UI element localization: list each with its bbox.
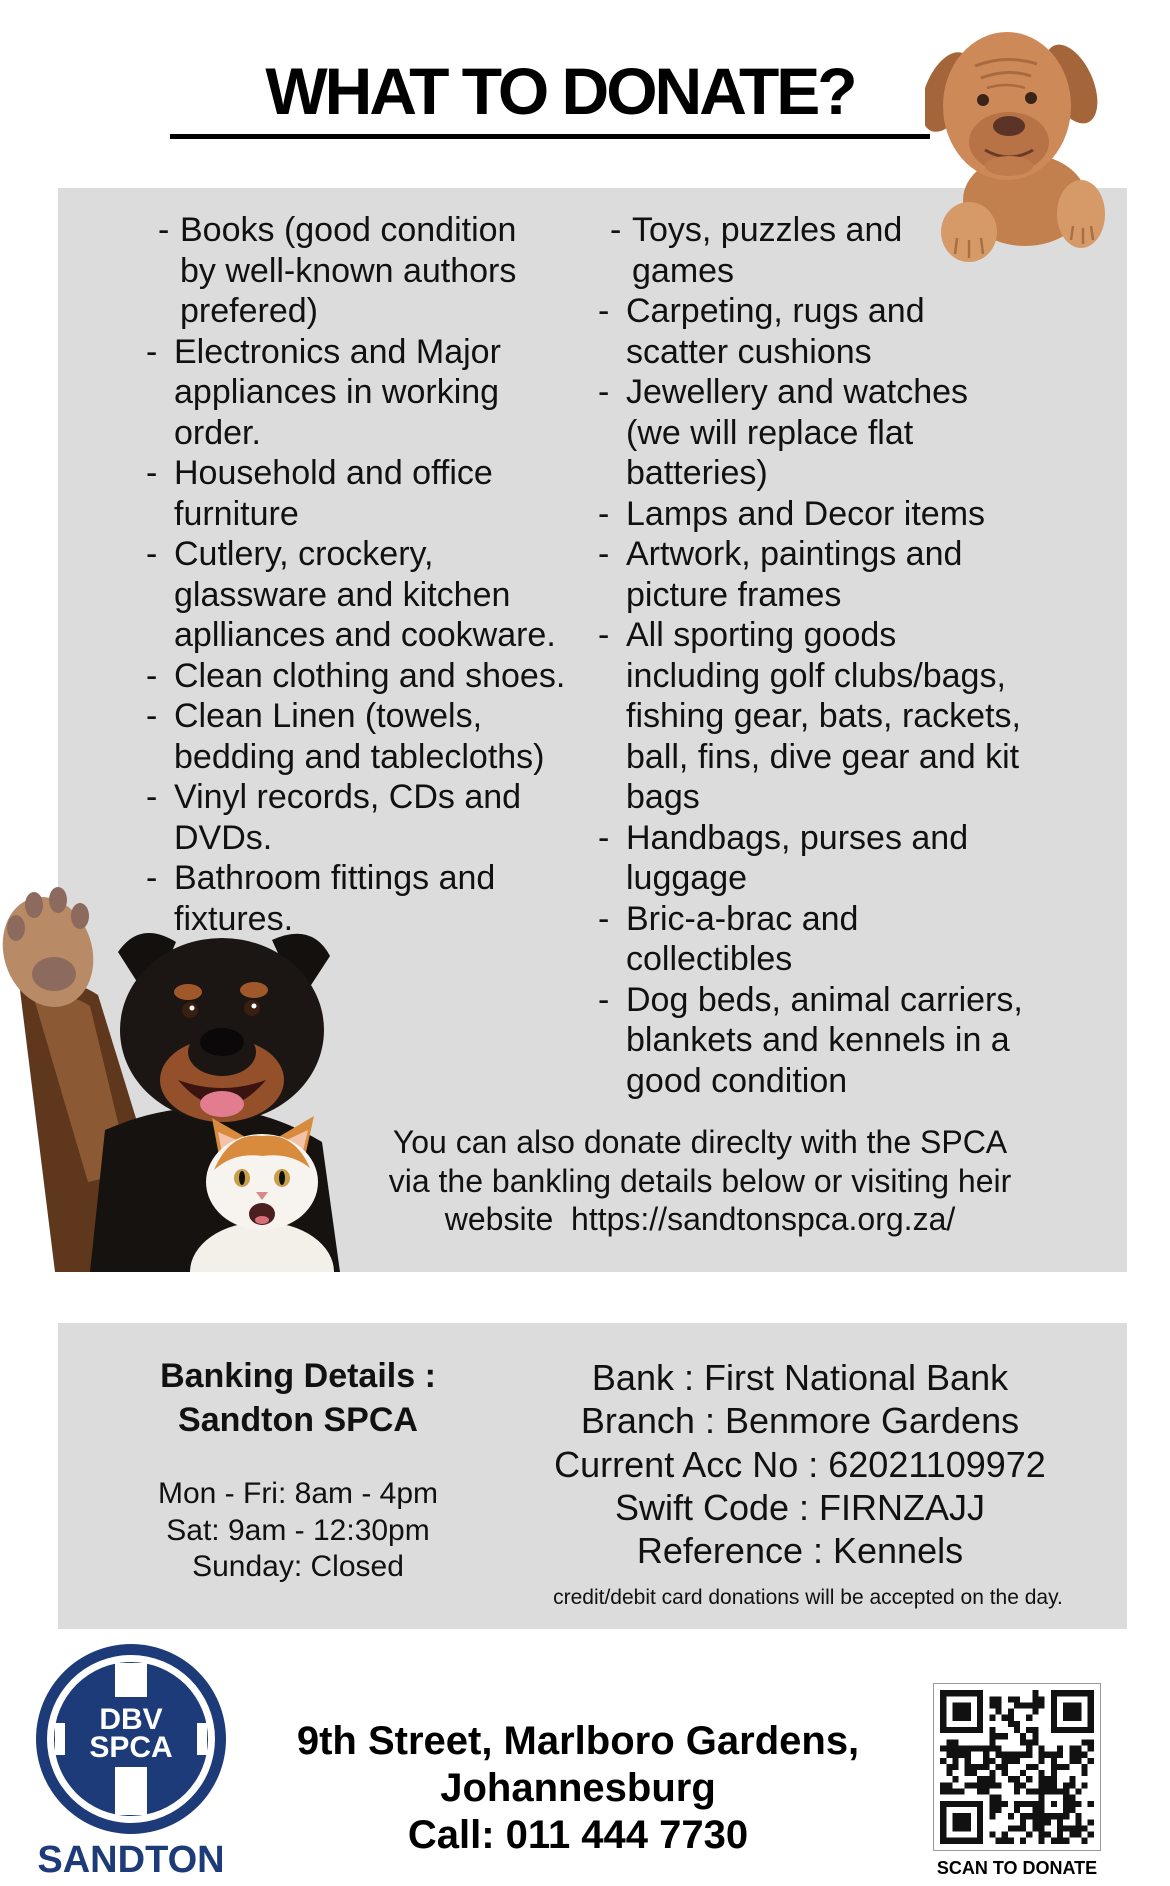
donation-item: [598, 494, 1098, 535]
donation-item-line: prefered): [180, 292, 318, 330]
donation-item-line: glassware and kitchen: [174, 575, 511, 614]
bank-detail-line: Reference : Kennels: [636, 1530, 964, 1572]
bank-detail-line: Swift Code : FIRNZAJJ: [614, 1486, 986, 1528]
donation-item-line: aplliances and cookware.: [174, 616, 556, 654]
donation-item-line: Dog beds, animal carriers,: [626, 980, 1023, 1019]
donation-item: [146, 777, 586, 858]
donation-list-right: [598, 210, 1098, 1101]
bullet-dash: -: [146, 697, 158, 735]
bank-detail-line: Branch : Benmore Gardens: [580, 1400, 1020, 1442]
bank-account-details: [520, 1356, 1080, 1572]
note-line: You can also donate direclty with the SPCA: [392, 1124, 1008, 1160]
donation-item-line: All sporting goods: [626, 616, 897, 654]
donation-item-line: bedding and tablecloths): [174, 737, 545, 776]
bullet-dash: -: [146, 656, 158, 695]
donation-item-line: Lamps and Decor items: [626, 494, 986, 533]
scan-to-donate-label: SCAN TO DONATE: [936, 1858, 1098, 1878]
page-title: WHAT TO DONATE?: [265, 54, 855, 128]
donation-item-line: picture frames: [626, 575, 842, 614]
puppy-photo: [925, 18, 1108, 262]
donation-item-line: games: [632, 251, 735, 290]
card-payment-note: credit/debit card donations will be accepted on the day.: [553, 1586, 1063, 1609]
donation-item-line: ball, fins, dive gear and kit: [626, 737, 1020, 776]
bullet-dash: -: [146, 332, 158, 371]
donation-item-line: bags: [626, 778, 700, 816]
donation-item-line: Handbags, purses and: [626, 818, 969, 857]
address-block: [278, 1718, 878, 1859]
donation-item-line: including golf clubs/bags,: [626, 656, 1006, 695]
opening-hours: [118, 1476, 478, 1586]
logo-text-spca: SPCA: [89, 1731, 173, 1764]
bullet-dash: -: [598, 616, 610, 654]
qr-code-icon: [934, 1684, 1100, 1850]
donation-item-line: Cutlery, crockery,: [174, 535, 434, 573]
direct-donation-note: [370, 1123, 1030, 1239]
logo-branch-name: SANDTON: [37, 1839, 225, 1881]
donation-item: [598, 291, 1098, 372]
banking-heading-line: Banking Details :: [160, 1357, 436, 1395]
donation-item-line: Bathroom fittings and: [174, 859, 496, 897]
donation-item-line: collectibles: [626, 940, 793, 978]
note-line: via the bankling details below or visiting heir: [388, 1162, 1012, 1199]
donation-item: [146, 453, 586, 534]
donation-item: [598, 899, 1098, 980]
donation-item-line: furniture: [174, 494, 299, 533]
donation-item: [598, 534, 1098, 615]
donation-item-line: (we will replace flat: [626, 413, 914, 452]
donation-item: [146, 332, 586, 454]
donation-item-line: fishing gear, bats, rackets,: [626, 697, 1021, 735]
donation-item: [146, 858, 586, 939]
hours-line: Mon - Fri: 8am - 4pm: [157, 1477, 439, 1510]
banking-heading: [118, 1354, 478, 1442]
address-line: Johannesburg: [440, 1766, 716, 1810]
donation-item: [598, 818, 1098, 899]
donation-item-line: Electronics and Major: [174, 332, 501, 371]
bullet-dash: -: [158, 211, 170, 249]
hours-line: Sat: 9am - 12:30pm: [166, 1513, 430, 1547]
donation-item-line: Toys, puzzles and: [632, 211, 903, 249]
donation-item-line: Jewellery and watches: [626, 373, 969, 411]
bullet-dash: -: [146, 454, 158, 492]
bullet-dash: -: [146, 778, 158, 816]
hours-line: Sunday: Closed: [192, 1550, 404, 1583]
donation-item-line: order.: [174, 413, 261, 452]
bullet-dash: -: [598, 535, 610, 573]
bullet-dash: -: [610, 211, 622, 249]
donation-item: [598, 980, 1098, 1102]
donation-item: [598, 372, 1098, 494]
donation-item-line: by well-known authors: [180, 251, 517, 290]
bullet-dash: -: [598, 373, 610, 411]
bullet-dash: -: [598, 818, 610, 857]
banking-heading-line: Sandton SPCA: [178, 1401, 418, 1439]
bullet-dash: -: [146, 535, 158, 573]
bullet-dash: -: [598, 899, 610, 938]
donation-item-line: Vinyl records, CDs and: [174, 778, 522, 816]
donation-item-line: Household and office: [174, 454, 493, 492]
donation-item-line: scatter cushions: [626, 332, 872, 371]
donation-item-line: Clean clothing and shoes.: [174, 656, 566, 695]
donation-item-line: appliances in working: [174, 373, 500, 411]
bullet-dash: -: [598, 980, 610, 1019]
dbv-spca-logo-icon: [35, 1643, 227, 1835]
donation-item-line: fixtures.: [174, 899, 294, 938]
note-line: website https://sandtonspca.org.za/: [444, 1201, 956, 1237]
donation-item-line: DVDs.: [174, 818, 273, 857]
address-line: 9th Street, Marlboro Gardens,: [296, 1719, 860, 1763]
donation-item-line: Books (good condition: [180, 211, 517, 249]
bank-detail-line: Bank : First National Bank: [591, 1357, 1009, 1398]
donation-item-line: good condition: [626, 1061, 848, 1100]
donation-item: [146, 656, 586, 697]
donation-item-line: batteries): [626, 454, 768, 492]
donation-item: [146, 534, 586, 656]
donation-list-left: [146, 210, 586, 939]
address-line: Call: 011 444 7730: [407, 1813, 749, 1857]
bank-detail-line: Current Acc No : 62021109972: [554, 1443, 1046, 1485]
donation-item-line: Clean Linen (towels,: [174, 697, 483, 735]
bullet-dash: -: [146, 859, 158, 897]
donation-item-line: luggage: [626, 859, 748, 897]
bullet-dash: -: [598, 292, 610, 330]
donation-item: [598, 615, 1098, 818]
logo-text-dbv: DBV: [99, 1703, 163, 1736]
donation-item-line: Artwork, paintings and: [626, 535, 963, 573]
donation-item-line: Carpeting, rugs and: [626, 292, 925, 330]
donation-item-line: blankets and kennels in a: [626, 1021, 1010, 1059]
donation-item: [146, 696, 586, 777]
donation-item-line: Bric-a-brac and: [626, 899, 859, 938]
bullet-dash: -: [598, 494, 610, 533]
donation-item: [158, 210, 586, 332]
title-underline: [170, 134, 930, 139]
